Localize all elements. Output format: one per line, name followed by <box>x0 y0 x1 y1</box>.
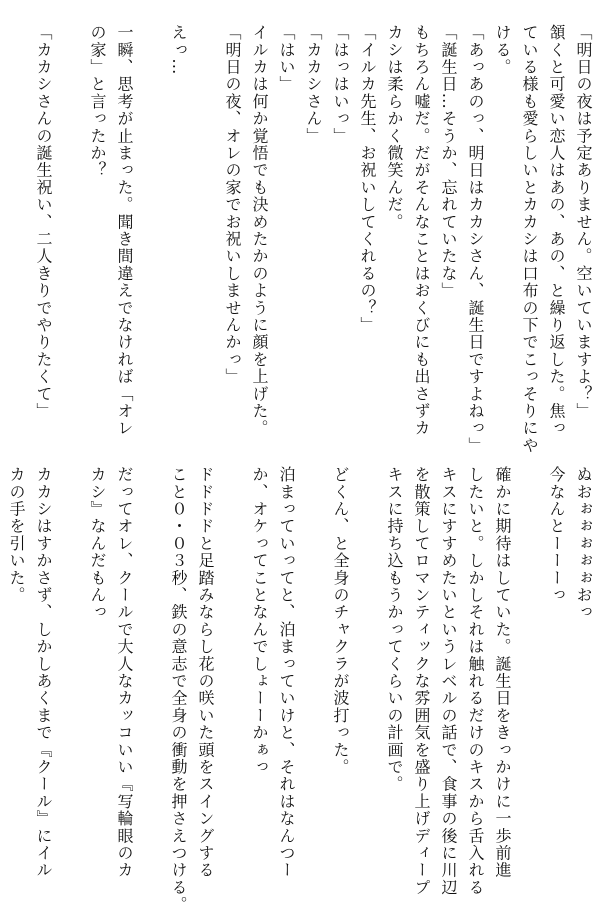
text-line: の家」と言ったか？ <box>88 24 107 179</box>
text-line: イルカは何か覚悟でも決めたかのように顔を上げた。 <box>250 24 269 437</box>
text-line: キスにすすめたいというレベルの話で、食事の後に川辺 <box>439 466 458 896</box>
text-line: カシ』なんだもんっ <box>88 466 107 621</box>
text-line: 「明日の夜は予定ありません。空いていますよ？」 <box>574 24 593 420</box>
blank-line <box>192 24 219 444</box>
text-line: か、オケってことなんでしょーーかぁっ <box>250 466 269 776</box>
text-line: 「はっはいっ」 <box>331 24 350 145</box>
text-line: 「カカシさんの誕生祝い、二人きりでやりたくて」 <box>34 24 53 420</box>
text-line: カの手を引いた。 <box>7 466 26 604</box>
text-line: カシは柔らかく微笑んだ。 <box>385 24 404 231</box>
text-line: キスに持ち込もうかってくらいの計画で。 <box>385 466 404 793</box>
blank-line <box>354 466 381 886</box>
text-line <box>0 466 3 886</box>
text-line: 泊まっていってと、泊まっていけと、それはなんつー <box>277 466 296 879</box>
text-line: もちろん嘘だ。だがそんなことはおくびにも出さずカ <box>412 24 431 437</box>
text-line: 今なんとーーーっ <box>547 466 566 604</box>
text-line: だってオレ、クールで大人なカッコいい『写輪眼のカ <box>115 466 134 879</box>
text-line: したいと。しかしそれは触れるだけのキスから舌入れる <box>466 466 485 896</box>
text-line: ける。 <box>493 24 512 76</box>
text-line: 「イルカ先生、お祝いしてくれるの？」 <box>358 24 377 334</box>
top-text-block <box>17 24 597 454</box>
blank-line <box>57 24 84 444</box>
text-line: 一瞬、思考が止まった。聞き間違えでなければ「オレ <box>115 24 134 437</box>
blank-line <box>219 466 246 886</box>
text-line: 「カカシさん」 <box>304 24 323 145</box>
text-line: えっ… <box>169 24 188 76</box>
blank-line <box>138 24 165 444</box>
bottom-text-block <box>7 466 597 913</box>
blank-line <box>138 466 165 886</box>
text-line: ドドドドと足踏みならし花の咲いた頭をスイングする <box>196 466 215 879</box>
text-line: ぬおぉぉぉぉぉおっ <box>574 466 593 621</box>
blank-line <box>516 466 543 886</box>
blank-line <box>3 24 30 444</box>
text-line: カカシはすかさず、しかしあくまで『クール』にイル <box>34 466 53 879</box>
text-line: 確かに期待はしていた。誕生日をきっかけに一歩前進 <box>493 466 512 879</box>
text-line: 「明日の夜、オレの家でお祝いしませんかっ」 <box>223 24 242 386</box>
text-line: どくん、と全身のチャクラが波打った。 <box>331 466 350 776</box>
text-line: こと０・０３秒、鉄の意志で全身の衝動を押さえつける。 <box>169 466 188 913</box>
text-line <box>0 24 3 444</box>
text-line: 頷くと可愛い恋人はあの、あの、と繰り返した。焦っ <box>547 24 566 437</box>
blank-line <box>300 466 327 886</box>
text-line: 「はい」 <box>277 24 296 93</box>
text-line: 「あっあのっ、明日はカカシさん、誕生日ですよねっ」 <box>466 24 485 454</box>
text-line: を散策してロマンティックな雰囲気を盛り上げディープ <box>412 466 431 896</box>
text-line: ている様も愛らしいとカカシは口布の下でこっそりにや <box>520 24 539 454</box>
blank-line <box>57 466 84 886</box>
text-line: 「誕生日…そうか、忘れていたな」 <box>439 24 458 300</box>
